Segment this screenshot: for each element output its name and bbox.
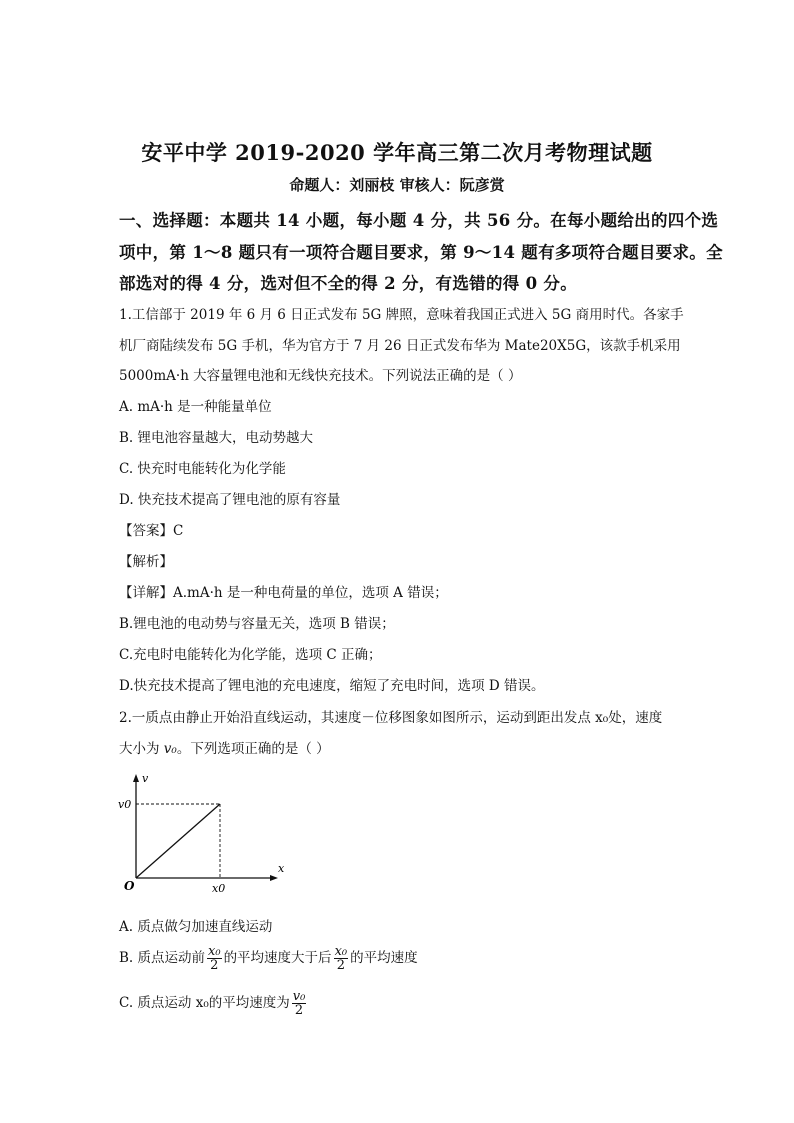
- origin-label: O: [124, 879, 135, 893]
- q1-stem-line-2: 机厂商陆续发布 5G 手机，华为官方于 7 月 26 日正式发布华为 Mate20X5G，该款手机采用: [119, 338, 681, 354]
- authors-line: 命题人：刘丽枝 审核人：阮彦赏: [289, 176, 505, 194]
- q1-detail-a: 【详解】A.mA·h 是一种电荷量的单位，选项 A 错误；: [119, 585, 448, 601]
- q1-stem-line-1: 1.工信部于 2019 年 6 月 6 日正式发布 5G 牌照，意味着我国正式进入 5G 商用时代。各家手: [119, 307, 684, 323]
- y-axis-arrow: [133, 774, 139, 782]
- fraction-x0-over-2: $\frac{\text{x₀}}{2}$: [334, 944, 348, 973]
- q2-option-c: C. 质点运动 x₀的平均速度为 $\frac{\text{v₀}}{2}$: [119, 989, 306, 1018]
- section-heading-line-3: 部选对的得 4 分，选对但不全的得 2 分，有选错的得 0 分。: [119, 274, 578, 293]
- q2-option-a: A. 质点做匀加速直线运动: [119, 919, 273, 935]
- q1-analysis-heading: 【解析】: [119, 554, 173, 570]
- q1-detail-d: D.快充技术提高了锂电池的充电速度，缩短了充电时间，选项 D 错误。: [119, 678, 545, 694]
- q1-detail-c: C.充电时电能转化为化学能，选项 C 正确；: [119, 647, 382, 663]
- q2-option-b: B. 质点运动前 $\frac{\text{x₀}}{2}$ 的平均速度大于后 $\frac{\text{x₀}}{2}$ 的平均速度: [119, 944, 418, 973]
- page-title: 安平中学 2019-2020 学年高三第二次月考物理试题: [141, 140, 653, 165]
- velocity-displacement-graph: [112, 768, 292, 898]
- x-axis-arrow: [270, 875, 278, 881]
- q1-detail-b: B.锂电池的电动势与容量无关，选项 B 错误；: [119, 616, 395, 632]
- v0-tick-label: v0: [118, 798, 132, 811]
- q1-stem-line-3: 5000mA·h 大容量锂电池和无线快充技术。下列说法正确的是（ ）: [119, 368, 522, 384]
- q1-option-d: D. 快充技术提高了锂电池的原有容量: [119, 492, 341, 508]
- q1-option-a: A. mA·h 是一种能量单位: [119, 399, 272, 415]
- section-heading-line-2: 项中，第 1～8 题只有一项符合题目要求，第 9～14 题有多项符合题目要求。全: [119, 243, 723, 262]
- x0-tick-label: x0: [212, 882, 226, 895]
- fraction-v0-over-2: $\frac{\text{v₀}}{2}$: [292, 989, 306, 1018]
- q1-answer: 【答案】C: [119, 523, 184, 539]
- v-x-line: [136, 804, 220, 878]
- q1-option-b: B. 锂电池容量越大，电动势越大: [119, 430, 314, 446]
- q2-stem-line-2: 大小为 v₀。下列选项正确的是（ ）: [119, 741, 330, 757]
- q2-stem-line-1: 2.一质点由静止开始沿直线运动，其速度－位移图象如图所示，运动到距出发点 x₀处，速度: [119, 710, 663, 726]
- q1-option-c: C. 快充时电能转化为化学能: [119, 461, 286, 477]
- fraction-x0-over-2: $\frac{\text{x₀}}{2}$: [208, 944, 221, 973]
- axis-label-x: x: [278, 862, 285, 875]
- axis-label-v: v: [142, 772, 149, 785]
- section-heading-line-1: 一、选择题：本题共 14 小题，每小题 4 分，共 56 分。在每小题给出的四个选: [119, 211, 719, 230]
